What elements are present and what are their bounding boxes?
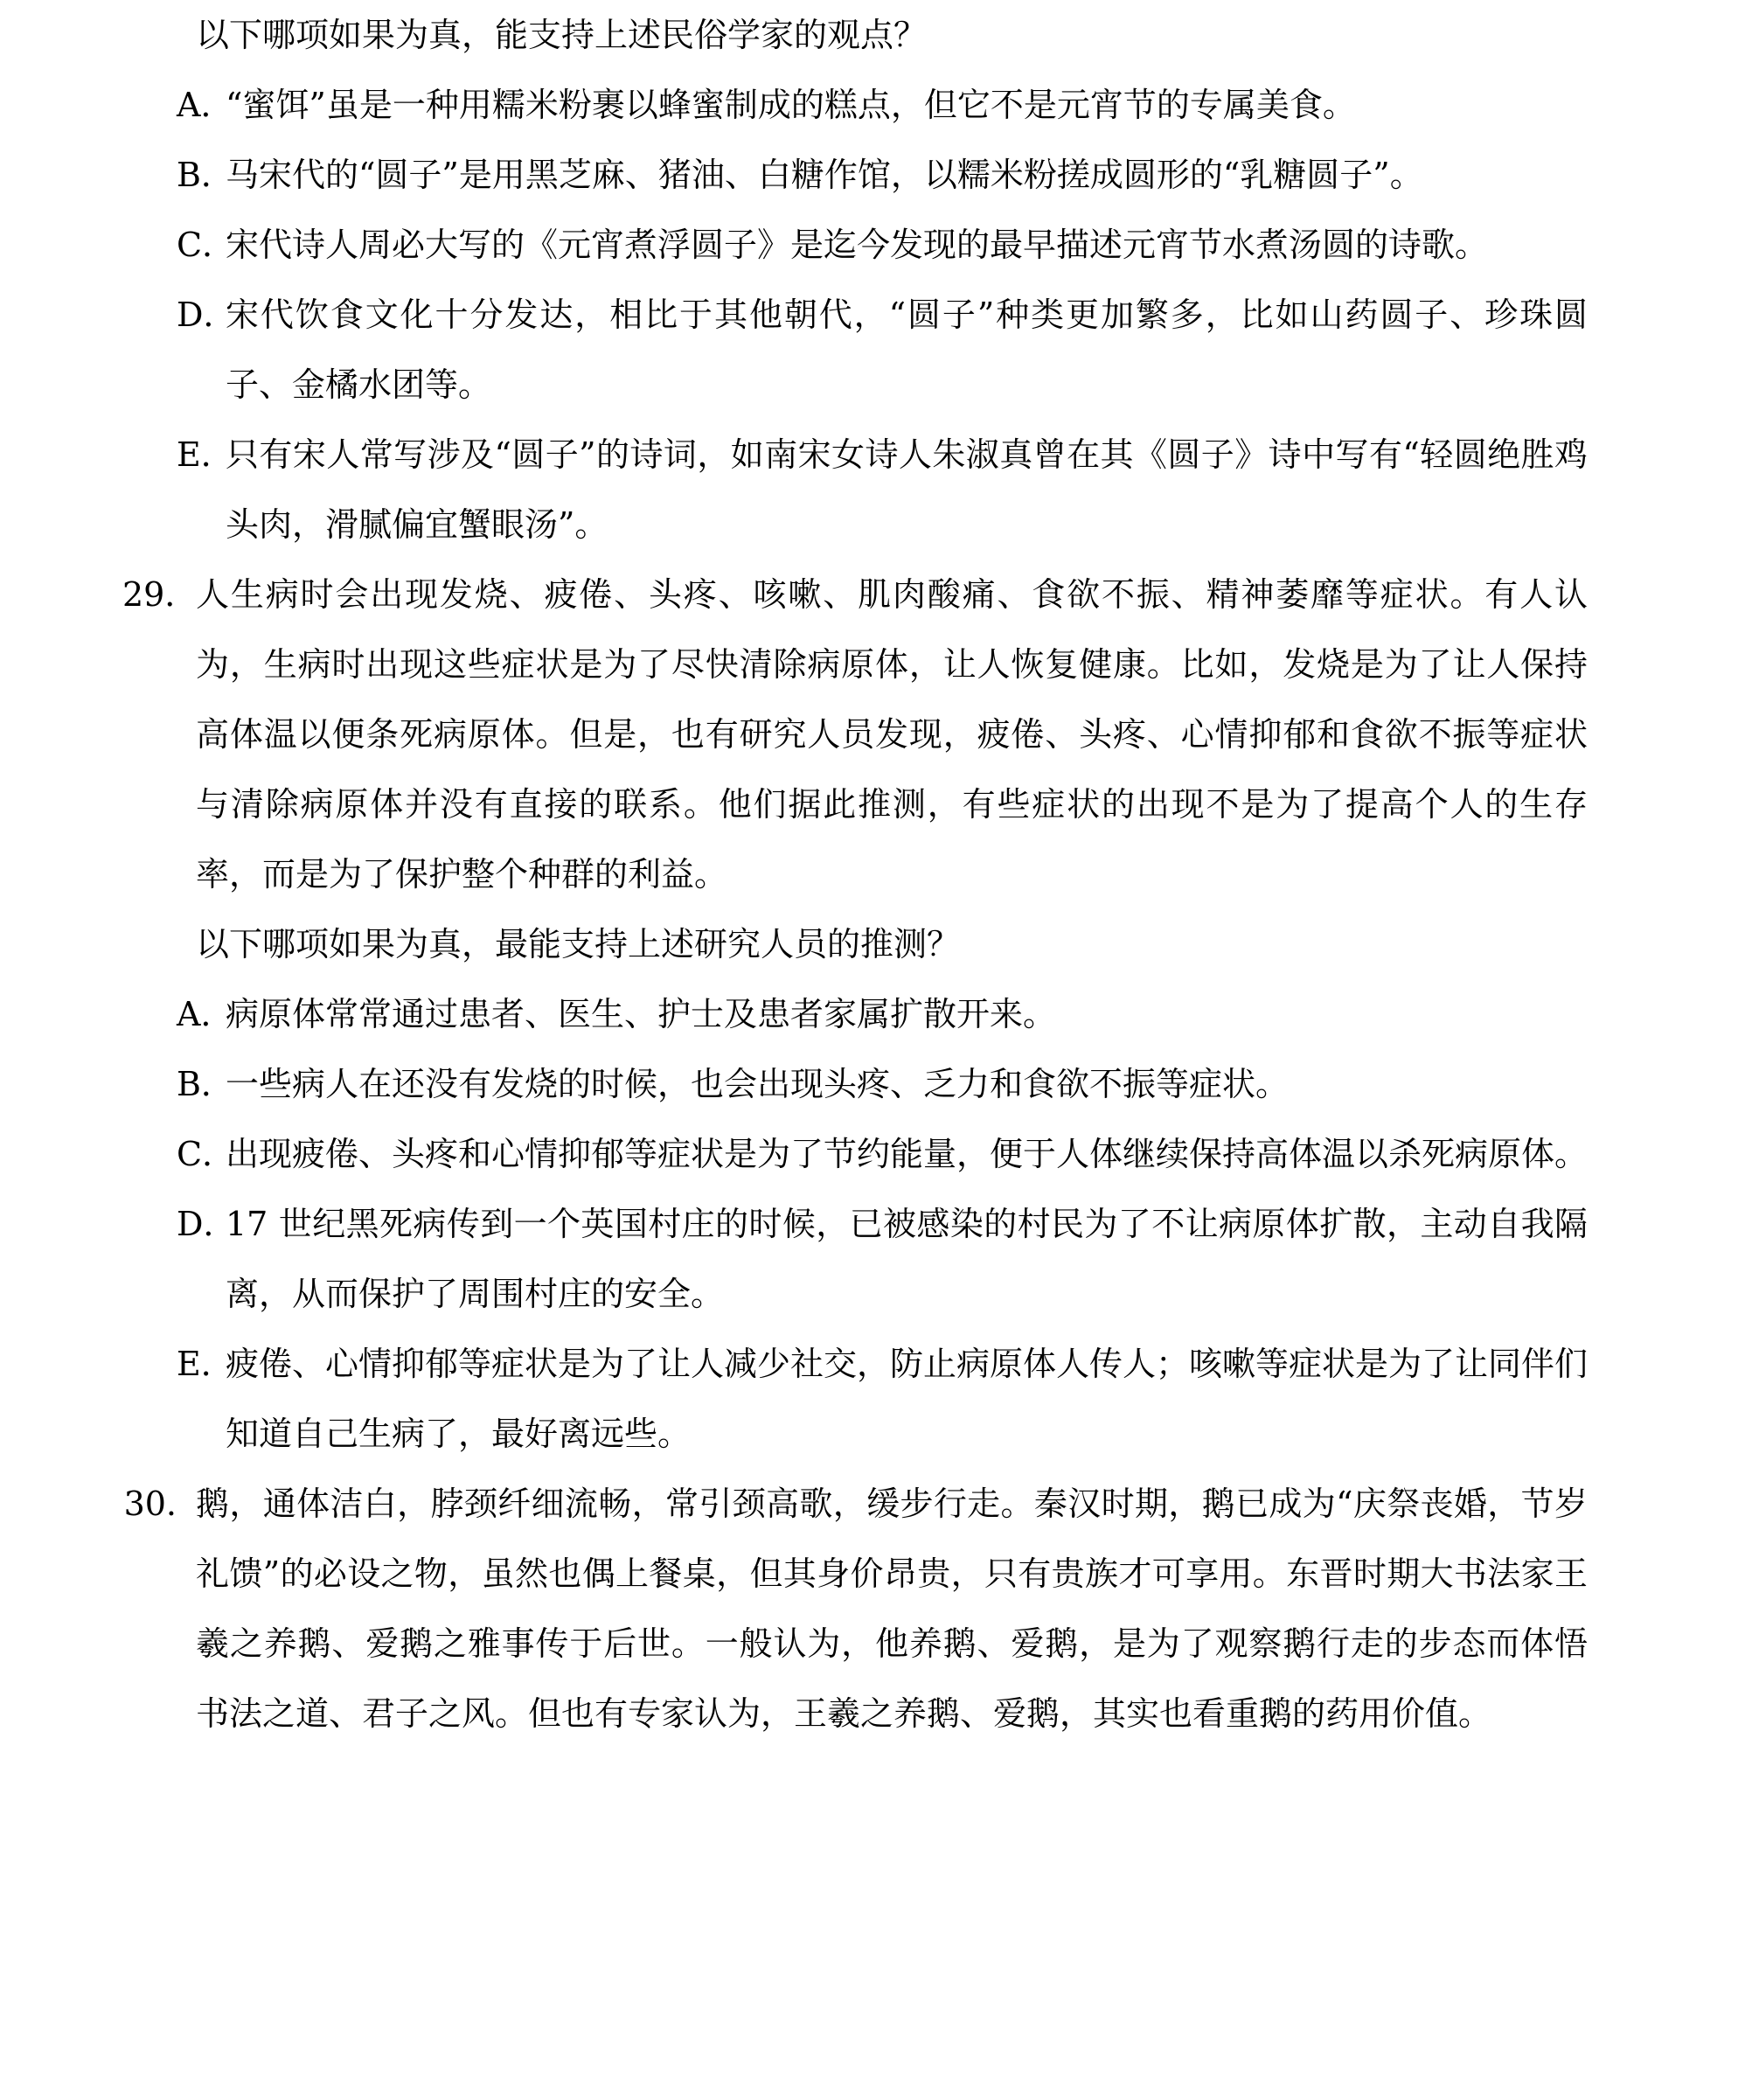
question-28-option-e	[122, 420, 1588, 560]
option-text: 宋代诗人周必大写的《元宵煮浮圆子》是迄今发现的最早描述元宵节水煮汤圆的诗歌。	[226, 226, 1489, 264]
option-letter: A．	[177, 995, 234, 1033]
question-30	[122, 1469, 1588, 1749]
question-number: 30.	[123, 1485, 177, 1523]
question-29-option-d	[122, 1189, 1588, 1329]
option-text: 只有宋人常写涉及“圆子”的诗词，如南宋女诗人朱淑真曾在其《圆子》诗中写有“轻圆绝胜鸡头肉，滑腻偏宜蟹眼汤”。	[226, 435, 1588, 544]
question-28-option-c	[122, 210, 1588, 280]
question-28-option-b	[122, 140, 1588, 210]
question-28-stem: 以下哪项如果为真，能支持上述民俗学家的观点？	[196, 16, 928, 54]
option-letter: D．	[177, 296, 237, 334]
question-29-option-e	[122, 1329, 1588, 1469]
option-letter: A．	[177, 86, 234, 124]
question-28-option-d	[122, 280, 1588, 420]
question-number: 29．	[122, 575, 198, 614]
option-text: 17 世纪黑死病传到一个英国村庄的时候，已被感染的村民为了不让病原体扩散，主动自我隔离，从而保护了周围村庄的安全。	[226, 1205, 1588, 1313]
option-text: 宋代饮食文化十分发达，相比于其他朝代，“圆子”种类更加繁多，比如山药圆子、珍珠圆子、金橘水团等。	[226, 296, 1588, 404]
option-text: 疲倦、心情抑郁等症状是为了让人减少社交，防止病原体人传人；咳嗽等症状是为了让同伴们知道自己生病了，最好离远些。	[226, 1345, 1589, 1453]
option-text: 一些病人在还没有发烧的时候，也会出现头疼、乏力和食欲不振等症状。	[226, 1065, 1290, 1103]
option-text: 马宋代的“圆子”是用黑芝麻、猪油、白糖作馆，以糯米粉搓成圆形的“乳糖圆子”。	[226, 156, 1423, 194]
question-30-passage: 鹅，通体洁白，脖颈纤细流畅，常引颈高歌，缓步行走。秦汉时期，鹅已成为“庆祭丧婚，节岁礼馈”的必设之物，虽然也偶上餐桌，但其身价昂贵，只有贵族才可享用。东晋时期大书法家王羲之养鹅、爱鹅之雅事传于后世。一般认为，他养鹅、爱鹅，是为了观察鹅行走的步态而体悟书法之道、君子之风。但也有专家认为，王羲之养鹅、爱鹅，其实也看重鹅的药用价值。	[196, 1485, 1588, 1733]
option-text: 病原体常常通过患者、医生、护士及患者家属扩散开来。	[226, 995, 1057, 1033]
question-29-passage: 人生病时会出现发烧、疲倦、头疼、咳嗽、肌肉酸痛、食欲不振、精神萎靡等症状。有人认为，生病时出现这些症状是为了尽快清除病原体，让人恢复健康。比如，发烧是为了让人保持高体温以便条死病原体。但是，也有研究人员发现，疲倦、头疼、心情抑郁和食欲不振等症状与清除病原体并没有直接的联系。他们据此推测，有些症状的出现不是为了提高个人的生存率，而是为了保护整个种群的利益。	[196, 575, 1588, 894]
option-letter: C．	[177, 226, 236, 264]
option-letter: C．	[177, 1135, 236, 1173]
question-28-option-a	[122, 70, 1588, 140]
option-text: “蜜饵”虽是一种用糯米粉裹以蜂蜜制成的糕点，但它不是元宵节的专属美食。	[226, 86, 1356, 124]
option-letter: D．	[177, 1205, 237, 1243]
option-letter: E．	[177, 435, 234, 474]
option-letter: B．	[177, 1065, 234, 1103]
option-text: 出现疲倦、头疼和心情抑郁等症状是为了节约能量，便于人体继续保持高体温以杀死病原体。	[226, 1135, 1589, 1173]
option-letter: E．	[177, 1345, 234, 1383]
question-29-option-c	[122, 1119, 1588, 1189]
question-29	[122, 560, 1588, 909]
question-29-option-b	[122, 1049, 1588, 1119]
question-29-stem: 以下哪项如果为真，最能支持上述研究人员的推测？	[196, 925, 961, 963]
option-letter: B．	[177, 156, 234, 194]
question-29-option-a	[122, 979, 1588, 1049]
